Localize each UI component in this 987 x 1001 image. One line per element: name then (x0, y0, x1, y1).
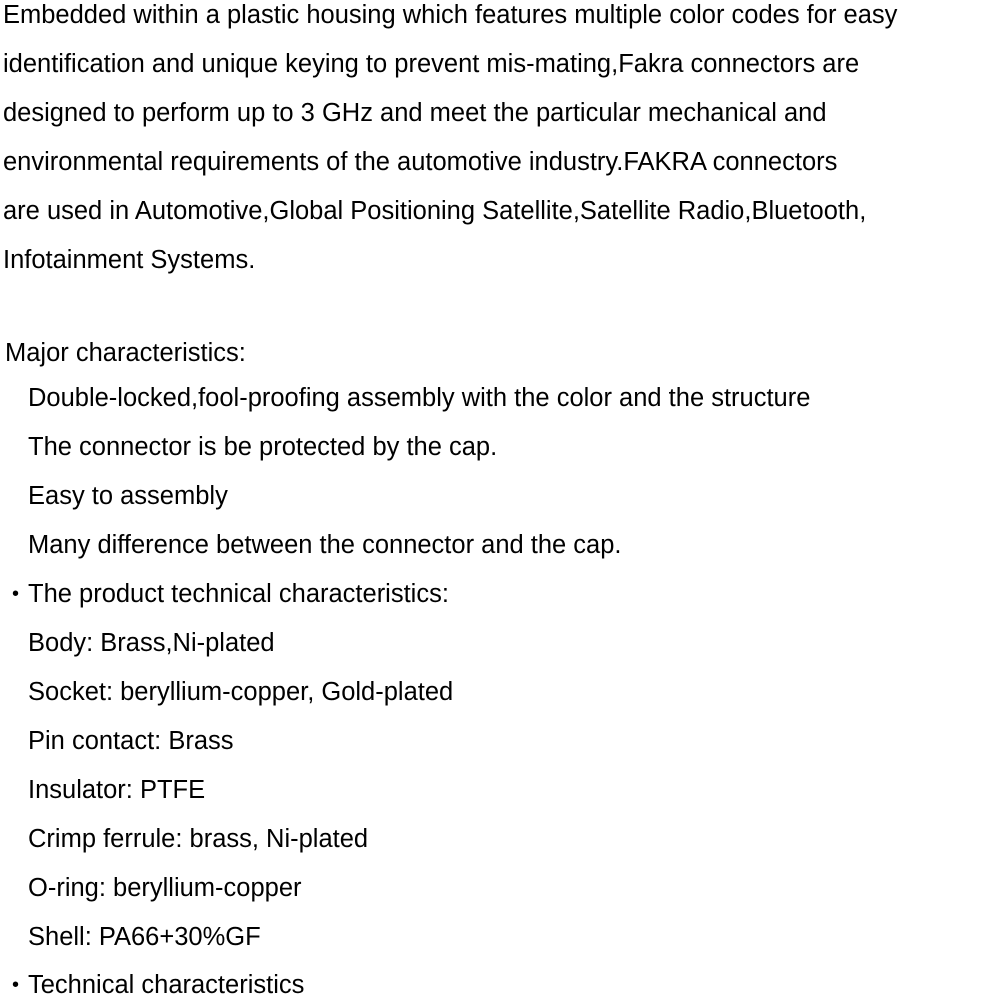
major-characteristic-item: Double-locked,fool-proofing assembly with the color and the structure (28, 384, 811, 412)
intro-line: identification and unique keying to prevent mis-mating,Fakra connectors are (3, 50, 860, 78)
spec-item-body: Body: Brass,Ni-plated (28, 629, 275, 657)
major-characteristic-item: The connector is be protected by the cap. (28, 433, 498, 461)
intro-line: are used in Automotive,Global Positioning Satellite,Satellite Radio,Bluetooth, (3, 197, 867, 225)
spec-item-pin-contact: Pin contact: Brass (28, 727, 234, 755)
intro-line: Embedded within a plastic housing which features multiple color codes for easy (3, 1, 898, 29)
technical-characteristics-heading-text: Technical characteristics (28, 971, 305, 999)
spec-item-socket: Socket: beryllium-copper, Gold-plated (28, 678, 454, 706)
spec-item-shell: Shell: PA66+30%GF (28, 923, 261, 951)
technical-characteristics-heading (12, 969, 304, 1001)
spec-item-crimp-ferrule: Crimp ferrule: brass, Ni-plated (28, 825, 369, 853)
product-technical-heading (12, 578, 449, 610)
intro-line: Infotainment Systems. (3, 246, 256, 274)
intro-line: environmental requirements of the automotive industry.FAKRA connectors (3, 148, 838, 176)
spec-item-o-ring: O-ring: beryllium-copper (28, 874, 302, 902)
major-characteristics-heading: Major characteristics: (5, 339, 246, 367)
major-characteristic-item: Easy to assembly (28, 482, 228, 510)
bullet-icon: • (12, 974, 20, 996)
bullet-icon: • (12, 583, 20, 605)
product-technical-heading-text: The product technical characteristics: (28, 580, 449, 608)
intro-line: designed to perform up to 3 GHz and meet the particular mechanical and (3, 99, 827, 127)
intro-paragraph (3, 0, 987, 294)
major-characteristic-item: Many difference between the connector and the cap. (28, 531, 622, 559)
spec-item-insulator: Insulator: PTFE (28, 776, 206, 804)
